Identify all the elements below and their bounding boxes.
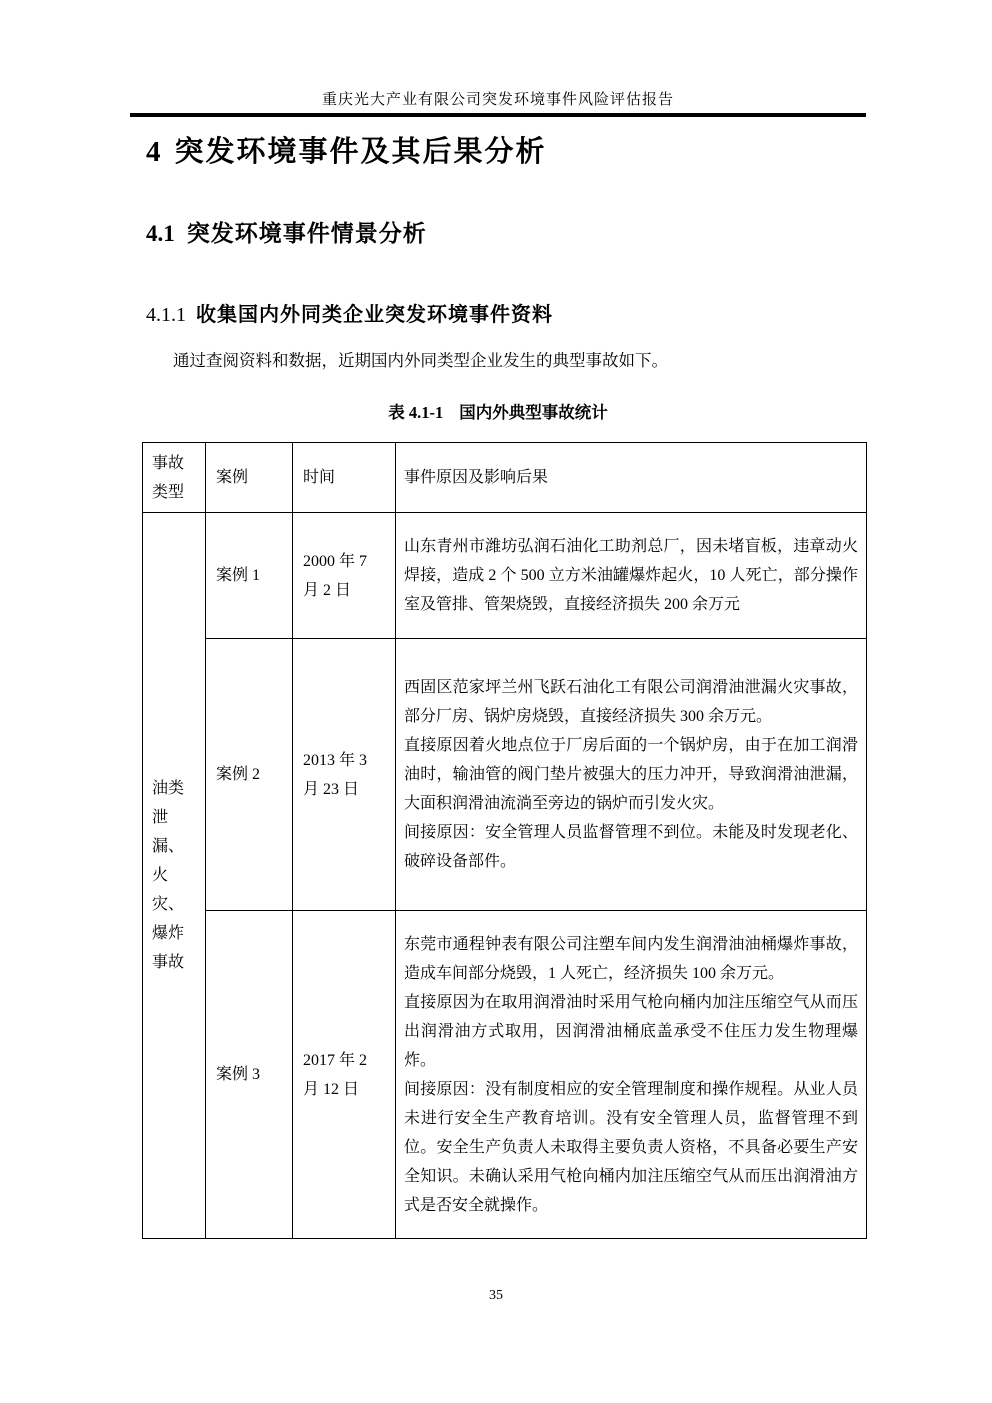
case-description-paragraph: 山东青州市潍坊弘润石油化工助剂总厂，因未堵盲板，违章动火焊接，造成 2 个 500 立方米油罐爆炸起火，10 人死亡，部分操作室及管排、管架烧毁，直接经济损失 200 余万元 bbox=[404, 538, 858, 613]
table-caption bbox=[130, 399, 866, 423]
section-heading bbox=[146, 215, 866, 248]
subsection-number: 4.1.1 bbox=[146, 304, 186, 326]
case-description-paragraph: 直接原因为在取用润滑油时采用气枪向桶内加注压缩空气从而压出润滑油方式取用，因润滑油桶底盖承受不住压力发生物理爆炸。 bbox=[404, 993, 858, 1069]
header-rule bbox=[130, 113, 866, 117]
page-number: 35 bbox=[489, 1288, 503, 1303]
header-time: 时间 bbox=[293, 443, 396, 513]
case-description-paragraph: 东莞市通程钟表有限公司注塑车间内发生润滑油油桶爆炸事故，造成车间部分烧毁，1 人死亡，经济损失 100 余万元。 bbox=[404, 935, 858, 982]
table-caption-label: 表 4.1-1 bbox=[388, 403, 444, 422]
accident-category-cell: 油类泄漏、火灾、爆炸事故 bbox=[143, 513, 206, 1239]
case-description-paragraph: 间接原因：没有制度相应的安全管理制度和操作规程。从业人员未进行安全生产教育培训。没有安全管理人员，监督管理不到位。安全生产负责人未取得主要负责人资格，不具备必要生产安全知识。未确认采用气枪向桶内加注压缩空气从而压出润滑油方式是否安全就操作。 bbox=[404, 1080, 858, 1214]
case-label: 案例 1 bbox=[206, 513, 293, 639]
case-label: 案例 3 bbox=[206, 911, 293, 1239]
header-accident-type: 事故类型 bbox=[143, 443, 206, 513]
chapter-number: 4 bbox=[146, 136, 161, 168]
accident-statistics-table bbox=[142, 442, 867, 1239]
case-label: 案例 2 bbox=[206, 639, 293, 911]
case-date: 2017 年 2 月 12 日 bbox=[293, 911, 396, 1239]
table-caption-title: 国内外典型事故统计 bbox=[459, 404, 608, 422]
case-description-paragraph: 间接原因：安全管理人员监督管理不到位。未能及时发现老化、破碎设备部件。 bbox=[404, 824, 858, 870]
case-date: 2013 年 3 月 23 日 bbox=[293, 639, 396, 911]
case-date: 2000 年 7 月 2 日 bbox=[293, 513, 396, 639]
section-title-text: 突发环境事件情景分析 bbox=[186, 220, 427, 246]
case-description bbox=[396, 911, 867, 1239]
subsection-title-text: 收集国内外同类企业突发环境事件资料 bbox=[196, 304, 553, 326]
header-case: 案例 bbox=[206, 443, 293, 513]
case-description-paragraph: 直接原因着火地点位于厂房后面的一个锅炉房，由于在加工润滑油时，输油管的阀门垫片被强大的压力冲开，导致润滑油泄漏，大面积润滑油流淌至旁边的锅炉而引发火灾。 bbox=[404, 737, 858, 812]
table-row bbox=[143, 639, 867, 911]
running-header: 重庆光大产业有限公司突发环境事件风险评估报告 bbox=[321, 92, 674, 108]
section-number: 4.1 bbox=[146, 221, 175, 246]
table-header-row bbox=[143, 443, 867, 513]
chapter-title-text: 突发环境事件及其后果分析 bbox=[174, 136, 547, 168]
subsection-heading bbox=[146, 298, 866, 327]
case-description bbox=[396, 639, 867, 911]
table-row bbox=[143, 513, 867, 639]
case-description-paragraph: 西固区范家坪兰州飞跃石油化工有限公司润滑油泄漏火灾事故，部分厂房、锅炉房烧毁，直接经济损失 300 余万元。 bbox=[404, 679, 858, 725]
intro-paragraph: 通过查阅资料和数据，近期国内外同类型企业发生的典型事故如下。 bbox=[173, 351, 668, 370]
table-row bbox=[143, 911, 867, 1239]
case-description bbox=[396, 513, 867, 639]
chapter-heading bbox=[146, 129, 866, 170]
header-cause-consequence: 事件原因及影响后果 bbox=[396, 443, 867, 513]
